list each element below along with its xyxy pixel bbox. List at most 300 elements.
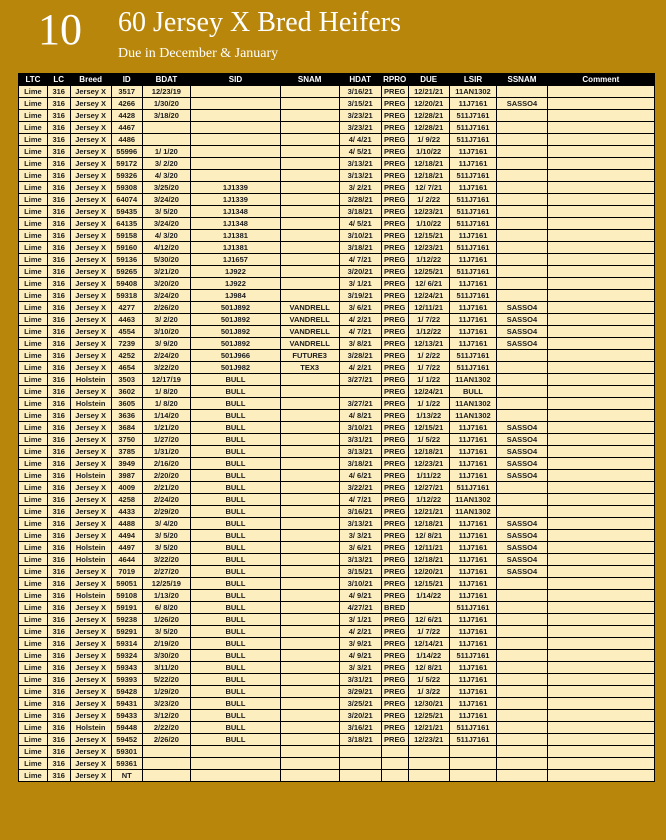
cell-comment (547, 218, 654, 230)
cell-ltc: Lime (19, 590, 48, 602)
cell-snam (280, 230, 339, 242)
cell-id: 59308 (111, 182, 142, 194)
cell-rpro: PREG (381, 314, 408, 326)
cell-sid (191, 170, 281, 182)
cell-lsir: 11J7161 (449, 566, 496, 578)
cell-sid: BULL (191, 614, 281, 626)
cell-breed: Jersey X (70, 278, 111, 290)
cell-lsir: 11J7161 (449, 254, 496, 266)
cell-lsir: 511J7161 (449, 170, 496, 182)
table-row (19, 146, 655, 158)
cell-ltc: Lime (19, 446, 48, 458)
cell-bdat: 2/22/20 (142, 722, 190, 734)
cell-rpro: PREG (381, 374, 408, 386)
cell-comment (547, 626, 654, 638)
cell-lsir: 11J7161 (449, 638, 496, 650)
cell-ltc: Lime (19, 110, 48, 122)
cell-snam (280, 722, 339, 734)
cell-rpro: PREG (381, 518, 408, 530)
cell-id: 4488 (111, 518, 142, 530)
cell-sid: BULL (191, 566, 281, 578)
cell-breed: Jersey X (70, 518, 111, 530)
cell-hdat: 4/ 7/21 (339, 326, 381, 338)
table-row (19, 122, 655, 134)
cell-hdat: 3/18/21 (339, 206, 381, 218)
cell-breed: Jersey X (70, 386, 111, 398)
cell-due: 12/28/21 (408, 110, 449, 122)
table-row (19, 638, 655, 650)
table-row (19, 710, 655, 722)
cell-breed: Jersey X (70, 338, 111, 350)
cell-rpro: PREG (381, 266, 408, 278)
cell-comment (547, 86, 654, 98)
cell-breed: Jersey X (70, 254, 111, 266)
cell-due: 12/24/21 (408, 290, 449, 302)
cell-lsir: 511J7161 (449, 602, 496, 614)
cell-lc: 316 (47, 86, 70, 98)
cell-id: 59452 (111, 734, 142, 746)
table-row (19, 266, 655, 278)
cell-bdat: 1/13/20 (142, 590, 190, 602)
cell-hdat: 3/13/21 (339, 158, 381, 170)
cell-due: 12/15/21 (408, 422, 449, 434)
cell-ltc: Lime (19, 86, 48, 98)
cell-lc: 316 (47, 542, 70, 554)
cell-bdat: 2/20/20 (142, 470, 190, 482)
cell-id: 4258 (111, 494, 142, 506)
cell-due: 12/ 8/21 (408, 662, 449, 674)
cell-comment (547, 122, 654, 134)
cell-id: 4494 (111, 530, 142, 542)
cell-sid (191, 134, 281, 146)
cell-lc: 316 (47, 506, 70, 518)
cell-hdat (339, 746, 381, 758)
cell-id: 4009 (111, 482, 142, 494)
table-row (19, 374, 655, 386)
cell-hdat: 3/15/21 (339, 566, 381, 578)
cell-lsir: 511J7161 (449, 242, 496, 254)
cell-ssnam (497, 230, 548, 242)
table-row (19, 314, 655, 326)
cell-bdat: 3/22/20 (142, 362, 190, 374)
cell-lsir: 11J7161 (449, 686, 496, 698)
table-row (19, 254, 655, 266)
cell-due: 12/13/21 (408, 338, 449, 350)
cell-bdat: 3/12/20 (142, 710, 190, 722)
cell-breed: Jersey X (70, 350, 111, 362)
cell-sid: BULL (191, 578, 281, 590)
header-due: DUE (408, 74, 449, 86)
cell-bdat: 3/ 5/20 (142, 626, 190, 638)
cell-lsir: 11J7161 (449, 146, 496, 158)
cell-breed: Jersey X (70, 230, 111, 242)
cell-due: 12/27/21 (408, 482, 449, 494)
cell-rpro: PREG (381, 542, 408, 554)
cell-snam (280, 374, 339, 386)
cell-bdat: 2/19/20 (142, 638, 190, 650)
table-row (19, 350, 655, 362)
header-hdat: HDAT (339, 74, 381, 86)
cell-bdat: 2/26/20 (142, 302, 190, 314)
cell-ltc: Lime (19, 350, 48, 362)
cell-ltc: Lime (19, 362, 48, 374)
heifer-table (18, 73, 655, 782)
cell-lsir: 11J7161 (449, 626, 496, 638)
table-row (19, 686, 655, 698)
header-breed: Breed (70, 74, 111, 86)
cell-due: 12/18/21 (408, 554, 449, 566)
table-row (19, 326, 655, 338)
cell-bdat: 2/24/20 (142, 350, 190, 362)
cell-sid: BULL (191, 674, 281, 686)
cell-lsir: 511J7161 (449, 350, 496, 362)
cell-lc: 316 (47, 158, 70, 170)
cell-hdat: 3/19/21 (339, 290, 381, 302)
cell-due: 12/23/21 (408, 242, 449, 254)
cell-due: 1/ 9/22 (408, 134, 449, 146)
cell-due: 12/11/21 (408, 542, 449, 554)
cell-snam (280, 278, 339, 290)
cell-lsir: 511J7161 (449, 206, 496, 218)
cell-bdat: 2/26/20 (142, 734, 190, 746)
cell-sid: 501J982 (191, 362, 281, 374)
cell-rpro: PREG (381, 506, 408, 518)
cell-lc: 316 (47, 458, 70, 470)
cell-hdat: 4/ 2/21 (339, 362, 381, 374)
cell-rpro: PREG (381, 482, 408, 494)
table-row (19, 134, 655, 146)
cell-comment (547, 434, 654, 446)
cell-lc: 316 (47, 554, 70, 566)
cell-snam (280, 218, 339, 230)
cell-breed: Holstein (70, 722, 111, 734)
cell-sid: BULL (191, 542, 281, 554)
cell-id: 59408 (111, 278, 142, 290)
cell-sid: 1J1381 (191, 242, 281, 254)
cell-comment (547, 518, 654, 530)
cell-ltc: Lime (19, 398, 48, 410)
cell-snam (280, 518, 339, 530)
cell-snam (280, 242, 339, 254)
cell-hdat: 3/22/21 (339, 482, 381, 494)
cell-comment (547, 170, 654, 182)
cell-lsir: 11J7161 (449, 98, 496, 110)
cell-sid: BULL (191, 530, 281, 542)
cell-comment (547, 194, 654, 206)
cell-bdat: 1/ 8/20 (142, 398, 190, 410)
cell-comment (547, 134, 654, 146)
cell-rpro: PREG (381, 350, 408, 362)
cell-ssnam: SASSO4 (497, 518, 548, 530)
cell-comment (547, 290, 654, 302)
header-id: ID (111, 74, 142, 86)
cell-breed: Jersey X (70, 446, 111, 458)
cell-sid: 1J1348 (191, 218, 281, 230)
cell-lsir: 11J7161 (449, 674, 496, 686)
cell-lsir: 11J7161 (449, 590, 496, 602)
cell-hdat: 3/ 3/21 (339, 530, 381, 542)
cell-breed: Jersey X (70, 674, 111, 686)
cell-due: 1/ 7/22 (408, 314, 449, 326)
cell-ltc: Lime (19, 218, 48, 230)
page-subtitle: Due in December & January (118, 46, 279, 61)
cell-lc: 316 (47, 290, 70, 302)
cell-breed: Jersey X (70, 242, 111, 254)
cell-breed: Holstein (70, 554, 111, 566)
cell-sid: 1J922 (191, 266, 281, 278)
cell-ssnam (497, 506, 548, 518)
cell-hdat: 4/ 5/21 (339, 218, 381, 230)
cell-ltc: Lime (19, 266, 48, 278)
cell-comment (547, 614, 654, 626)
cell-ltc: Lime (19, 182, 48, 194)
cell-snam (280, 266, 339, 278)
cell-hdat: 3/13/21 (339, 170, 381, 182)
table-row (19, 494, 655, 506)
table-row (19, 770, 655, 782)
cell-bdat: 3/ 5/20 (142, 530, 190, 542)
cell-bdat: 1/21/20 (142, 422, 190, 434)
cell-hdat: 3/10/21 (339, 578, 381, 590)
cell-comment (547, 734, 654, 746)
cell-ssnam (497, 590, 548, 602)
cell-snam (280, 122, 339, 134)
cell-id: 59191 (111, 602, 142, 614)
cell-due: 12/20/21 (408, 566, 449, 578)
cell-ssnam (497, 254, 548, 266)
cell-snam (280, 734, 339, 746)
cell-snam (280, 626, 339, 638)
cell-hdat: 4/ 8/21 (339, 410, 381, 422)
cell-ssnam: SASSO4 (497, 458, 548, 470)
cell-comment (547, 542, 654, 554)
cell-sid (191, 758, 281, 770)
cell-bdat: 5/30/20 (142, 254, 190, 266)
cell-comment (547, 302, 654, 314)
cell-breed: Jersey X (70, 146, 111, 158)
cell-ssnam (497, 494, 548, 506)
cell-due: 1/ 5/22 (408, 434, 449, 446)
cell-rpro: PREG (381, 698, 408, 710)
cell-lc: 316 (47, 686, 70, 698)
cell-hdat: 3/10/21 (339, 230, 381, 242)
cell-ltc: Lime (19, 494, 48, 506)
cell-ssnam (497, 182, 548, 194)
cell-id: 59326 (111, 170, 142, 182)
table-row (19, 542, 655, 554)
cell-lsir: 11AN1302 (449, 506, 496, 518)
cell-id: 59291 (111, 626, 142, 638)
cell-breed: Holstein (70, 542, 111, 554)
cell-ltc: Lime (19, 698, 48, 710)
cell-ssnam (497, 758, 548, 770)
cell-snam (280, 506, 339, 518)
cell-breed: Jersey X (70, 326, 111, 338)
cell-ltc: Lime (19, 602, 48, 614)
cell-lc: 316 (47, 722, 70, 734)
cell-snam (280, 686, 339, 698)
cell-lc: 316 (47, 530, 70, 542)
cell-rpro: PREG (381, 530, 408, 542)
table-row (19, 338, 655, 350)
cell-lc: 316 (47, 242, 70, 254)
cell-ltc: Lime (19, 518, 48, 530)
cell-lc: 316 (47, 266, 70, 278)
table-row (19, 626, 655, 638)
cell-lsir: 11AN1302 (449, 374, 496, 386)
cell-lsir: 11J7161 (449, 434, 496, 446)
cell-ltc: Lime (19, 758, 48, 770)
cell-snam (280, 662, 339, 674)
cell-due (408, 770, 449, 782)
table-row (19, 722, 655, 734)
cell-rpro (381, 758, 408, 770)
cell-ssnam (497, 614, 548, 626)
cell-comment (547, 662, 654, 674)
cell-due: 12/21/21 (408, 722, 449, 734)
cell-bdat: 3/18/20 (142, 110, 190, 122)
cell-ssnam (497, 410, 548, 422)
cell-ssnam (497, 206, 548, 218)
cell-lsir: 11J7161 (449, 698, 496, 710)
cell-hdat: 3/13/21 (339, 518, 381, 530)
cell-hdat: 3/16/21 (339, 722, 381, 734)
cell-snam (280, 182, 339, 194)
cell-due: 1/12/22 (408, 494, 449, 506)
cell-bdat: 3/24/20 (142, 290, 190, 302)
cell-bdat (142, 122, 190, 134)
cell-lc: 316 (47, 362, 70, 374)
cell-snam (280, 134, 339, 146)
cell-id: 59361 (111, 758, 142, 770)
cell-breed: Jersey X (70, 110, 111, 122)
cell-lsir: 11J7161 (449, 578, 496, 590)
cell-rpro: PREG (381, 254, 408, 266)
cell-due: 1/13/22 (408, 410, 449, 422)
cell-sid: 1J984 (191, 290, 281, 302)
cell-sid: BULL (191, 518, 281, 530)
cell-breed: Jersey X (70, 410, 111, 422)
table-row (19, 458, 655, 470)
cell-sid: BULL (191, 458, 281, 470)
cell-sid: BULL (191, 650, 281, 662)
cell-rpro: PREG (381, 278, 408, 290)
cell-hdat: 3/13/21 (339, 446, 381, 458)
cell-due: 12/11/21 (408, 302, 449, 314)
cell-due: 12/ 8/21 (408, 530, 449, 542)
cell-rpro: PREG (381, 422, 408, 434)
cell-snam (280, 530, 339, 542)
cell-hdat: 4/ 9/21 (339, 650, 381, 662)
table-row (19, 518, 655, 530)
cell-ssnam (497, 734, 548, 746)
cell-ltc: Lime (19, 506, 48, 518)
table-row (19, 158, 655, 170)
cell-breed: Jersey X (70, 614, 111, 626)
cell-ltc: Lime (19, 134, 48, 146)
cell-hdat: 3/27/21 (339, 398, 381, 410)
cell-breed: Jersey X (70, 698, 111, 710)
table-row (19, 206, 655, 218)
cell-comment (547, 98, 654, 110)
cell-bdat: 3/21/20 (142, 266, 190, 278)
cell-sid: BULL (191, 386, 281, 398)
cell-lsir: 11J7161 (449, 230, 496, 242)
cell-snam (280, 674, 339, 686)
cell-lc: 316 (47, 170, 70, 182)
cell-id: NT (111, 770, 142, 782)
table-row (19, 590, 655, 602)
cell-due: 12/28/21 (408, 122, 449, 134)
cell-id: 59433 (111, 710, 142, 722)
cell-hdat: 3/18/21 (339, 458, 381, 470)
cell-sid (191, 86, 281, 98)
table-row (19, 734, 655, 746)
cell-sid: BULL (191, 446, 281, 458)
cell-ltc: Lime (19, 530, 48, 542)
cell-ltc: Lime (19, 566, 48, 578)
table-row (19, 470, 655, 482)
cell-sid: BULL (191, 422, 281, 434)
cell-bdat: 1/ 8/20 (142, 386, 190, 398)
cell-ltc: Lime (19, 650, 48, 662)
cell-bdat: 1/31/20 (142, 446, 190, 458)
cell-sid (191, 158, 281, 170)
table-header-row (19, 74, 655, 86)
cell-breed: Holstein (70, 374, 111, 386)
cell-id: 4486 (111, 134, 142, 146)
cell-rpro: PREG (381, 398, 408, 410)
cell-ssnam (497, 350, 548, 362)
cell-lsir: 11J7161 (449, 314, 496, 326)
cell-rpro: PREG (381, 458, 408, 470)
cell-id: 4433 (111, 506, 142, 518)
cell-lsir: 11J7161 (449, 614, 496, 626)
cell-breed: Jersey X (70, 182, 111, 194)
cell-id: 59301 (111, 746, 142, 758)
cell-rpro: PREG (381, 218, 408, 230)
cell-hdat: 3/28/21 (339, 350, 381, 362)
cell-lsir: 11J7161 (449, 458, 496, 470)
cell-breed: Jersey X (70, 770, 111, 782)
cell-rpro: PREG (381, 206, 408, 218)
cell-lc: 316 (47, 122, 70, 134)
cell-ssnam (497, 362, 548, 374)
cell-sid: BULL (191, 686, 281, 698)
cell-due: 1/ 7/22 (408, 362, 449, 374)
header-ssnam: SSNAM (497, 74, 548, 86)
cell-snam (280, 146, 339, 158)
cell-ltc: Lime (19, 686, 48, 698)
cell-sid: BULL (191, 662, 281, 674)
cell-snam: VANDRELL (280, 302, 339, 314)
cell-sid (191, 770, 281, 782)
cell-hdat: 4/ 2/21 (339, 626, 381, 638)
table-row (19, 602, 655, 614)
cell-snam (280, 254, 339, 266)
cell-ltc: Lime (19, 710, 48, 722)
cell-comment (547, 602, 654, 614)
cell-snam (280, 554, 339, 566)
cell-sid: 501J966 (191, 350, 281, 362)
cell-ssnam (497, 674, 548, 686)
cell-sid (191, 122, 281, 134)
cell-bdat: 1/27/20 (142, 434, 190, 446)
cell-comment (547, 494, 654, 506)
table-row (19, 98, 655, 110)
cell-ltc: Lime (19, 374, 48, 386)
cell-ltc: Lime (19, 302, 48, 314)
